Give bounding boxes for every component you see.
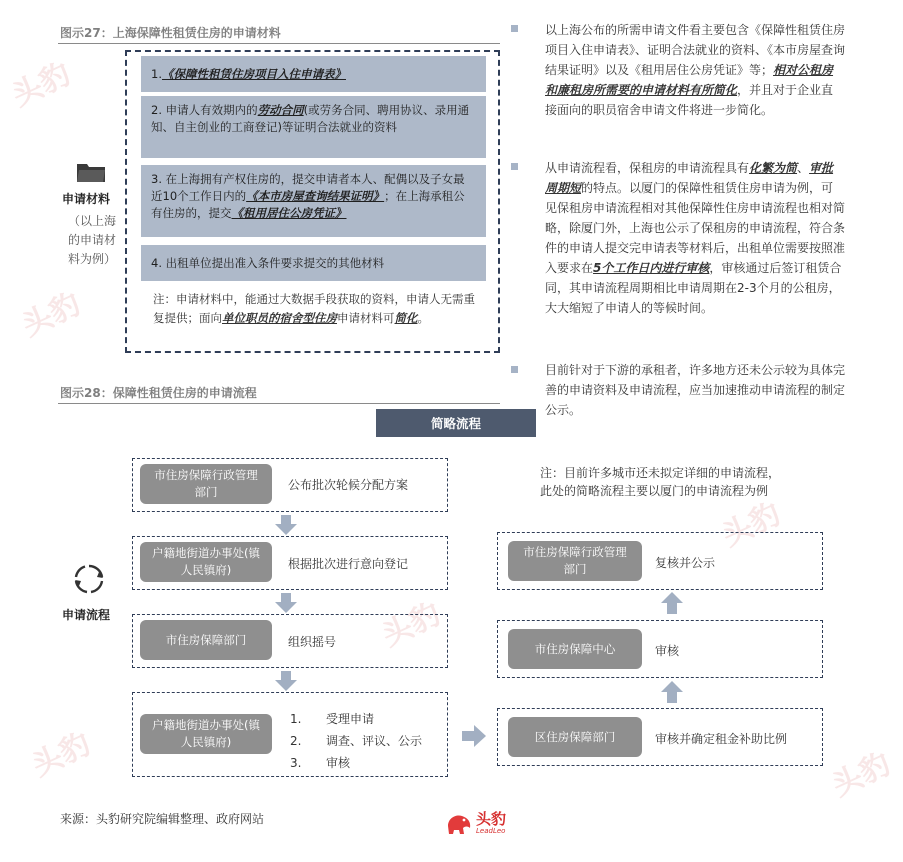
- flow-header: 简略流程: [376, 409, 536, 437]
- paragraph-2: [545, 158, 845, 318]
- flow-step-1-dept: 市住房保障行政管理部门: [140, 464, 272, 504]
- fig28-title: 图示28：保障性租赁住房的申请流程: [60, 386, 257, 400]
- list-item-text: 审核: [326, 756, 351, 770]
- list-item: 2. 调查、评议、公示: [290, 734, 423, 748]
- fig28-title-rule: [58, 403, 500, 404]
- list-item: 1. 受理申请: [290, 712, 375, 726]
- bullet-marker: [511, 163, 518, 170]
- fig27-side-sub: （以上海的申请材料为例）: [67, 214, 116, 266]
- arrow-up-icon: [661, 681, 683, 707]
- note-emphasis: 简化: [394, 311, 418, 325]
- item-emphasis: 《本市房屋查询结果证明》: [246, 189, 385, 203]
- flow-step-1-action: 公布批次轮候分配方案: [288, 478, 409, 492]
- paragraph-text: 的特点。以厦门的保障性租赁住房申请为例，可见保租房申请流程相对其他保障性住房申请流程也相对简略，除厦门外，上海也公示了保租房的申请流程，符合条件的申请人提交完申请表等材料后，出租单位需要按照准入要求在: [545, 181, 846, 275]
- paragraph-emphasis: 相对公租房和廉租房所需要的申请材料有所简化: [545, 63, 834, 97]
- note-emphasis: 单位职员的宿舍型住房: [222, 311, 337, 325]
- flow-right-step-3-dept: 区住房保障部门: [508, 717, 642, 757]
- fig27-side-label: 申请材料: [62, 192, 111, 206]
- item-text: ；在上海承租公有住房的，提交: [151, 189, 465, 220]
- flow-right-step-2-dept: 市住房保障中心: [508, 629, 642, 669]
- item-emphasis: 《租用居住公房凭证》: [231, 206, 347, 220]
- fig27-title-rule: [58, 43, 500, 44]
- material-item-3: [141, 165, 486, 237]
- paragraph-3: 目前针对于下游的承租者，许多地方还未公示较为具体完善的申请资料及申请流程，应当加速推动申请流程的制定公示。: [545, 363, 846, 417]
- note-text: 。: [417, 311, 429, 325]
- material-item-2: [141, 96, 486, 158]
- leopard-logo-icon: [446, 812, 472, 836]
- fig27-note: [153, 290, 483, 328]
- watermark-logo: 头豹: [826, 746, 897, 804]
- paragraph-1: [545, 20, 845, 120]
- arrow-up-icon: [661, 592, 683, 618]
- fig27-title: 图示27：上海保障性租赁住房的申请材料: [60, 26, 281, 40]
- list-item-text: 受理申请: [326, 712, 375, 726]
- watermark-logo: 头豹: [26, 726, 97, 784]
- item-text: 2. 申请人有效期内的: [151, 103, 258, 117]
- flow-right-step-1-dept: 市住房保障行政管理部门: [508, 541, 642, 581]
- note-text: 注：申请材料中，能通过大数据手段获取的资料，申请人无需重复提供；面向: [153, 292, 475, 325]
- flow-right-step-3-action: 审核并确定租金补助比例: [655, 732, 788, 746]
- material-item-4: [141, 245, 486, 281]
- folder-icon: [76, 160, 106, 188]
- fig28-note: 注：目前许多城市还未拟定详细的申请流程， 此处的简略流程主要以厦门的申请流程为例: [540, 466, 781, 498]
- leadleo-logo: [446, 812, 506, 836]
- material-item-1: [141, 56, 486, 92]
- flow-step-4-dept: 户籍地街道办事处(镇人民镇府): [140, 714, 272, 754]
- logo-subtext: LeadLeo: [476, 827, 506, 835]
- flow-right-step-1-action: 复核并公示: [655, 556, 716, 570]
- paragraph-emphasis: 5个工作日内进行审核: [593, 261, 710, 275]
- watermark-logo: 头豹: [6, 56, 77, 114]
- list-item: 3. 审核: [290, 756, 351, 770]
- watermark-logo: 头豹: [16, 286, 87, 344]
- item-emphasis: 劳动合同: [257, 103, 304, 117]
- flow-step-3-action: 组织摇号: [288, 635, 337, 649]
- paragraph-text: ，并且对于企业直接面向的职员宿舍申请文件将进一步简化。: [545, 83, 834, 117]
- paragraph-emphasis: 化繁为简: [749, 161, 798, 175]
- flow-step-3-dept: 市住房保障部门: [140, 620, 272, 660]
- item-emphasis: 《保障性租赁住房项目入住申请表》: [161, 66, 346, 81]
- bullet-marker: [511, 25, 518, 32]
- item-text: 4. 出租单位提出准入条件要求提交的其他材料: [151, 255, 385, 270]
- logo-text: 头豹: [476, 810, 507, 828]
- paragraph-text: 从申请流程看，保租房的申请流程具有: [545, 161, 750, 175]
- watermark-logo: 头豹: [716, 496, 787, 554]
- flow-step-4-list: [290, 708, 422, 774]
- note-text: 申请材料可: [337, 311, 395, 325]
- source-note: 来源：头豹研究院编辑整理、政府网站: [60, 812, 265, 826]
- paragraph-text: ，审核通过后签订租赁合同，其申请流程周期相比申请周期在2-3个月的公租房，大大缩短了申请人的等候时间。: [545, 261, 842, 315]
- item-text: 1.: [151, 66, 162, 81]
- item-text: (或劳务合同、聘用协议、录用通知、自主创业的工商登记)等证明合法就业的资料: [151, 103, 470, 134]
- refresh-cycle-icon: [72, 562, 106, 600]
- paragraph-text: 、: [797, 161, 810, 175]
- list-item-text: 调查、评议、公示: [326, 734, 423, 748]
- fig28-side-label: 申请流程: [62, 608, 111, 622]
- paragraph-emphasis: 审批周期短: [545, 161, 834, 195]
- flow-right-step-2-action: 审核: [655, 644, 680, 658]
- item-text: 3. 在上海拥有产权住房的，提交申请者本人、配偶以及子女最近10个工作日内的: [151, 172, 465, 203]
- flow-step-2-action: 根据批次进行意向登记: [288, 557, 409, 571]
- arrow-right-icon: [462, 725, 486, 751]
- bullet-marker: [511, 366, 518, 373]
- paragraph-text: 以上海公布的所需申请文件看主要包含《保障性租赁住房项目入住申请表》、证明合法就业的资料、《本市房屋查询结果证明》以及《租用居住公房凭证》等；: [545, 23, 846, 77]
- flow-step-2-dept: 户籍地街道办事处(镇人民镇府): [140, 542, 272, 582]
- watermark-logo: 头豹: [376, 596, 447, 654]
